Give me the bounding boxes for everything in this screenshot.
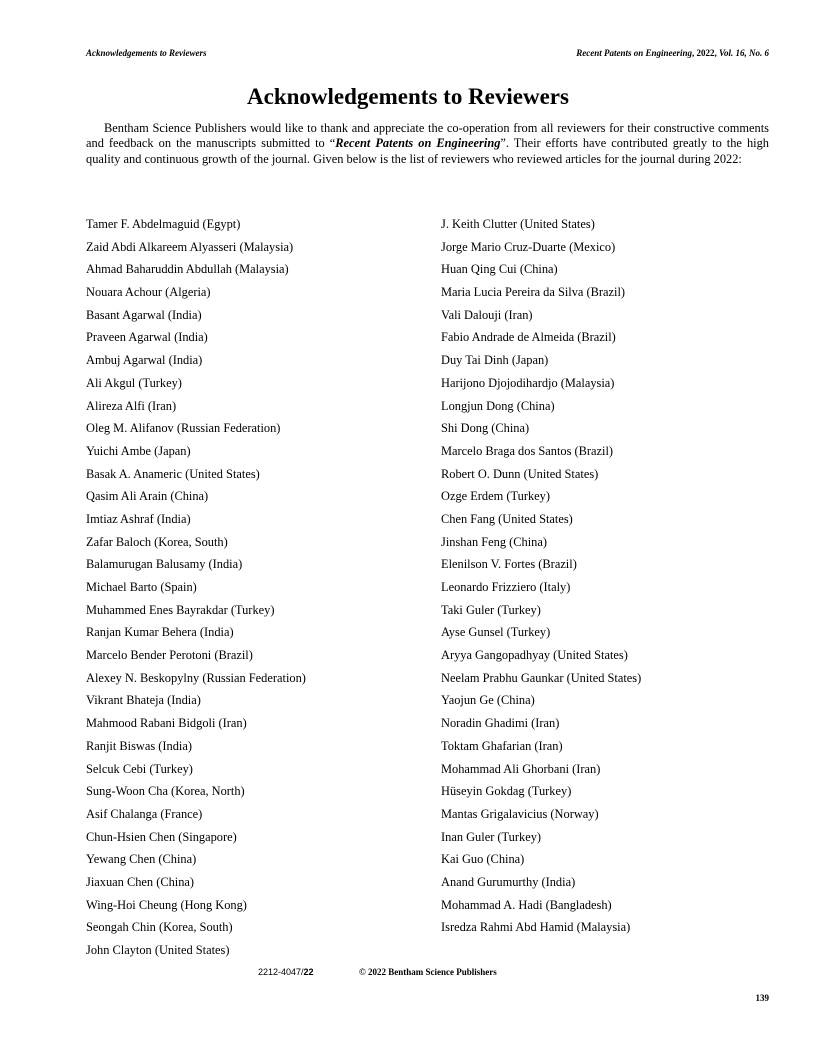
reviewer-name: J. Keith Clutter (United States) <box>441 217 595 231</box>
reviewer-name: Ali Akgul (Turkey) <box>86 375 182 390</box>
reviewer-name: Jiaxuan Chen (China) <box>86 874 195 889</box>
reviewer-name: Michael Barto (Spain) <box>86 580 197 594</box>
reviewer-name: Taki Guler (Turkey) <box>441 602 541 617</box>
intro-paragraph <box>86 121 769 167</box>
reviewer-name: Balamurugan Balusamy (India) <box>86 557 243 572</box>
reviewer-name: Wing-Hoi Cheung (Hong Kong) <box>86 897 247 912</box>
reviewer-name: Fabio Andrade de Almeida (Brazil) <box>441 330 616 345</box>
reviewer-name: John Clayton (United States) <box>86 943 230 957</box>
reviewer-name: Zaid Abdi Alkareem Alyasseri (Malaysia) <box>86 239 294 254</box>
reviewer-name: Mantas Grigalavicius (Norway) <box>441 806 599 821</box>
running-header-journal <box>576 48 769 58</box>
reviewer-name: Harijono Djojodihardjo (Malaysia) <box>441 375 615 390</box>
reviewer-name: Sung-Woon Cha (Korea, North) <box>86 784 245 799</box>
reviewer-name: Robert O. Dunn (United States) <box>441 466 599 481</box>
reviewer-list-right <box>441 213 641 939</box>
reviewer-name: Basant Agarwal (India) <box>86 307 202 322</box>
reviewer-name: Toktam Ghafarian (Iran) <box>441 738 563 753</box>
page-title: Acknowledgements to Reviewers <box>247 84 569 109</box>
reviewer-name: Asif Chalanga (France) <box>86 806 203 821</box>
reviewer-name: Kai Guo (China) <box>441 852 525 867</box>
reviewer-name: Nouara Achour (Algeria) <box>86 285 211 300</box>
reviewer-name: Hüseyin Gokdag (Turkey) <box>441 784 572 799</box>
reviewer-name: Yuichi Ambe (Japan) <box>86 443 191 458</box>
copyright: © 2022 Bentham Science Publishers <box>359 967 497 977</box>
reviewer-name: Chun-Hsien Chen (Singapore) <box>86 829 237 844</box>
reviewer-list-left <box>86 213 306 962</box>
reviewer-name: Chen Fang (United States) <box>441 511 573 526</box>
reviewer-name: Duy Tai Dinh (Japan) <box>441 353 549 368</box>
reviewer-name: Ozge Erdem (Turkey) <box>441 489 550 504</box>
reviewer-name: Ranjit Biswas (India) <box>86 738 192 753</box>
reviewer-name: Ranjan Kumar Behera (India) <box>86 625 234 640</box>
reviewer-name: Longjun Dong (China) <box>441 398 555 413</box>
issn-suffix: 22 <box>303 967 314 977</box>
reviewer-name: Alexey N. Beskopylny (Russian Federation) <box>86 670 306 685</box>
reviewer-name: Vali Dalouji (Iran) <box>441 307 533 322</box>
reviewer-name: Aryya Gangopadhyay (United States) <box>441 648 628 663</box>
reviewer-name: Imtiaz Ashraf (India) <box>86 511 191 526</box>
reviewer-name: Ahmad Baharuddin Abdullah (Malaysia) <box>86 262 289 277</box>
reviewer-name: Muhammed Enes Bayrakdar (Turkey) <box>86 602 275 617</box>
reviewer-name: Yaojun Ge (China) <box>441 693 535 708</box>
intro-text-start: Bentham Science Publishers would like to thank and appreciate the co-operation from all reviewers for their constructive comments and feedback on the manuscripts submitted to “ <box>86 121 769 151</box>
issn <box>258 967 314 977</box>
reviewer-name: Marcelo Braga dos Santos (Brazil) <box>441 443 614 458</box>
reviewer-name: Shi Dong (China) <box>441 421 530 436</box>
reviewer-name: Yewang Chen (China) <box>86 852 197 867</box>
reviewer-name: Isredza Rahmi Abd Hamid (Malaysia) <box>441 920 631 935</box>
intro-journal-name: Recent Patents on Engineering <box>335 136 501 151</box>
reviewer-name: Tamer F. Abdelmaguid (Egypt) <box>86 217 241 231</box>
journal-volume: Vol. 16, No. 6 <box>718 48 769 58</box>
reviewer-name: Leonardo Frizziero (Italy) <box>441 580 571 594</box>
reviewer-name: Vikrant Bhateja (India) <box>86 693 201 708</box>
reviewer-name: Qasim Ali Arain (China) <box>86 489 209 504</box>
reviewer-name: Elenilson V. Fortes (Brazil) <box>441 557 577 572</box>
reviewer-name: Mohammad Ali Ghorbani (Iran) <box>441 761 601 776</box>
journal-year: , 2022, <box>691 48 719 58</box>
reviewer-name: Anand Gurumurthy (India) <box>441 874 576 889</box>
reviewer-name: Huan Qing Cui (China) <box>441 262 558 277</box>
journal-name: Recent Patents on Engineering <box>576 48 692 58</box>
running-header-title: Acknowledgements to Reviewers <box>86 48 207 58</box>
intro-text-end: ”. Their efforts have contributed greatly to the high quality and continuous growth of the journal. Given below is the list of reviewers who reviewed articles for the journal during 2022: <box>86 136 769 166</box>
reviewer-name: Seongah Chin (Korea, South) <box>86 920 233 935</box>
reviewer-name: Noradin Ghadimi (Iran) <box>441 716 560 731</box>
issn-number: 2212-4047/ <box>258 967 304 977</box>
reviewer-name: Ayse Gunsel (Turkey) <box>441 625 551 640</box>
reviewer-name: Praveen Agarwal (India) <box>86 330 208 345</box>
reviewer-name: Mohammad A. Hadi (Bangladesh) <box>441 897 612 912</box>
reviewer-name: Jinshan Feng (China) <box>441 534 547 549</box>
reviewer-name: Alireza Alfi (Iran) <box>86 398 177 413</box>
reviewer-name: Ambuj Agarwal (India) <box>86 353 203 368</box>
reviewer-name: Maria Lucia Pereira da Silva (Brazil) <box>441 285 626 300</box>
reviewer-name: Basak A. Anameric (United States) <box>86 466 260 481</box>
reviewer-name: Mahmood Rabani Bidgoli (Iran) <box>86 716 247 731</box>
reviewer-name: Zafar Baloch (Korea, South) <box>86 534 228 549</box>
reviewer-name: Marcelo Bender Perotoni (Brazil) <box>86 648 253 663</box>
reviewer-name: Neelam Prabhu Gaunkar (United States) <box>441 670 642 685</box>
reviewer-name: Oleg M. Alifanov (Russian Federation) <box>86 421 281 436</box>
page-number: 139 <box>755 993 769 1003</box>
reviewer-name: Selcuk Cebi (Turkey) <box>86 761 193 776</box>
reviewer-name: Inan Guler (Turkey) <box>441 829 542 844</box>
reviewer-name: Jorge Mario Cruz-Duarte (Mexico) <box>441 239 616 254</box>
